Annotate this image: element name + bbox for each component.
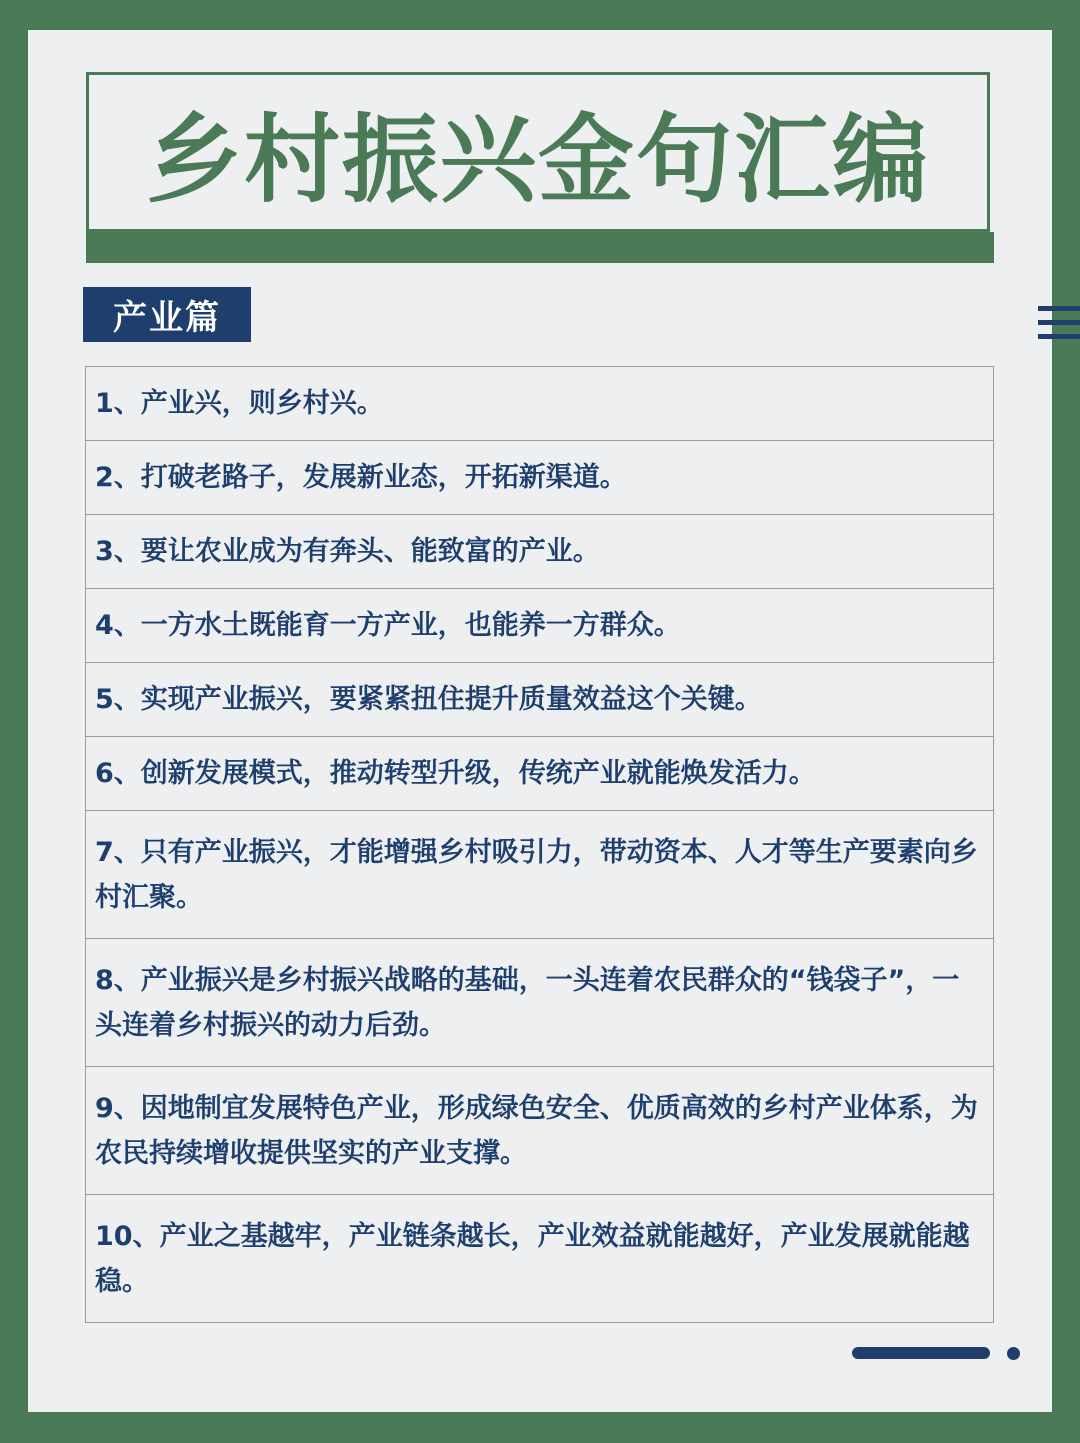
quote-text: 10、产业之基越牢，产业链条越长，产业效益就能越好，产业发展就能越稳。 [95,1220,970,1297]
quote-text: 8、产业振兴是乡村振兴战略的基础，一头连着农民群众的“钱袋子”，一头连着乡村振兴的动力后劲。 [95,964,960,1041]
quote-list [85,366,994,1323]
title-box [86,72,990,232]
quote-text: 9、因地制宜发展特色产业，形成绿色安全、优质高效的乡村产业体系，为农民持续增收提供坚实的产业支撑。 [95,1092,978,1169]
quote-text: 2、打破老路子，发展新业态，开拓新渠道。 [95,462,627,493]
quote-row [86,589,993,663]
menu-line-top [1038,306,1080,311]
page-title: 乡村振兴金句汇编 [146,103,930,216]
quote-row [86,441,993,515]
quote-row [86,1067,993,1195]
quote-row [86,939,993,1067]
page-indicator-bar [852,1347,990,1359]
quote-text: 5、实现产业振兴，要紧紧扭住提升质量效益这个关键。 [95,684,762,715]
quote-text: 4、一方水土既能育一方产业，也能养一方群众。 [95,610,681,641]
quote-row [86,367,993,441]
quote-text: 7、只有产业振兴，才能增强乡村吸引力，带动资本、人才等生产要素向乡村汇聚。 [95,836,978,913]
menu-line-middle [1038,320,1080,325]
quote-row [86,663,993,737]
quote-row [86,737,993,811]
quote-text: 1、产业兴，则乡村兴。 [95,388,384,419]
menu-line-bottom [1038,334,1080,339]
page-indicator-dot [1007,1347,1020,1360]
quote-row [86,1195,993,1323]
quote-text: 3、要让农业成为有奔头、能致富的产业。 [95,536,600,567]
quote-row [86,811,993,939]
section-label: 产业篇 [83,287,251,342]
quote-text: 6、创新发展模式，推动转型升级，传统产业就能焕发活力。 [95,758,816,789]
hamburger-menu-icon[interactable] [1038,306,1080,346]
title-underline-bar [86,232,994,263]
quote-row [86,515,993,589]
